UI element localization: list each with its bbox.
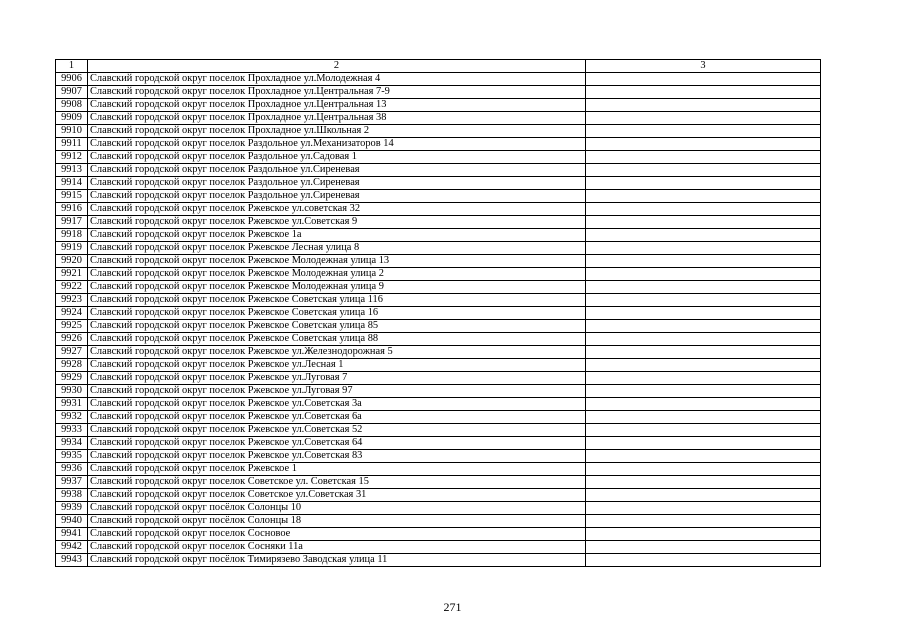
address-cell: Славский городской округ посёлок Солонцы 10 [88, 502, 586, 515]
address-cell: Славский городской округ поселок Прохладное ул.Центральная 38 [88, 112, 586, 125]
table-row [56, 489, 821, 502]
table-row [56, 515, 821, 528]
table-row [56, 255, 821, 268]
table-row [56, 502, 821, 515]
address-cell: Славский городской округ поселок Раздольное ул.Сиреневая [88, 177, 586, 190]
address-cell: Славский городской округ поселок Ржевское ул.Советская 83 [88, 450, 586, 463]
page-number: 271 [443, 600, 462, 614]
row-number-cell: 9928 [56, 359, 88, 372]
row-number-cell: 9922 [56, 281, 88, 294]
address-cell: Славский городской округ поселок Ржевское ул.советская 32 [88, 203, 586, 216]
table-row [56, 528, 821, 541]
row-number-cell: 9925 [56, 320, 88, 333]
column-header-3: 3 [586, 60, 821, 73]
row-number-cell: 9912 [56, 151, 88, 164]
address-cell: Славский городской округ поселок Ржевское Советская улица 16 [88, 307, 586, 320]
table-row [56, 320, 821, 333]
row-number-cell: 9913 [56, 164, 88, 177]
column-3-cell [586, 424, 821, 437]
column-3-cell [586, 437, 821, 450]
address-cell: Славский городской округ поселок Прохладное ул.Молодежная 4 [88, 73, 586, 86]
column-3-cell [586, 164, 821, 177]
column-3-cell [586, 99, 821, 112]
column-3-cell [586, 489, 821, 502]
address-cell: Славский городской округ поселок Ржевское ул.Советская 52 [88, 424, 586, 437]
column-3-cell [586, 112, 821, 125]
table-row [56, 229, 821, 242]
address-cell: Славский городской округ поселок Ржевское ул.Советская 3а [88, 398, 586, 411]
address-cell: Славский городской округ поселок Прохладное ул.Школьная 2 [88, 125, 586, 138]
row-number-cell: 9921 [56, 268, 88, 281]
row-number-cell: 9915 [56, 190, 88, 203]
table-row [56, 112, 821, 125]
column-3-cell [586, 203, 821, 216]
column-3-cell [586, 372, 821, 385]
table-row [56, 151, 821, 164]
address-cell: Славский городской округ посёлок Тимирязево Заводская улица 11 [88, 554, 586, 567]
column-3-cell [586, 151, 821, 164]
table-row [56, 333, 821, 346]
table-row [56, 385, 821, 398]
row-number-cell: 9929 [56, 372, 88, 385]
address-cell: Славский городской округ поселок Сосняки 11а [88, 541, 586, 554]
column-3-cell [586, 281, 821, 294]
row-number-cell: 9937 [56, 476, 88, 489]
row-number-cell: 9919 [56, 242, 88, 255]
row-number-cell: 9938 [56, 489, 88, 502]
address-cell: Славский городской округ поселок Ржевское 1 [88, 463, 586, 476]
table-row [56, 554, 821, 567]
address-cell: Славский городской округ поселок Раздольное ул.Сиреневая [88, 164, 586, 177]
column-3-cell [586, 138, 821, 151]
column-3-cell [586, 463, 821, 476]
address-cell: Славский городской округ поселок Ржевское Лесная улица 8 [88, 242, 586, 255]
row-number-cell: 9914 [56, 177, 88, 190]
row-number-cell: 9910 [56, 125, 88, 138]
column-3-cell [586, 398, 821, 411]
table-row [56, 86, 821, 99]
column-3-cell [586, 73, 821, 86]
row-number-cell: 9940 [56, 515, 88, 528]
row-number-cell: 9926 [56, 333, 88, 346]
address-cell: Славский городской округ посёлок Солонцы 18 [88, 515, 586, 528]
table-row [56, 307, 821, 320]
column-3-cell [586, 229, 821, 242]
table-row [56, 73, 821, 86]
row-number-cell: 9931 [56, 398, 88, 411]
address-cell: Славский городской округ поселок Ржевское Советская улица 88 [88, 333, 586, 346]
address-cell: Славский городской округ поселок Ржевское Советская улица 85 [88, 320, 586, 333]
table-row [56, 164, 821, 177]
column-3-cell [586, 190, 821, 203]
table-row [56, 463, 821, 476]
table-row [56, 411, 821, 424]
column-3-cell [586, 528, 821, 541]
table-row [56, 190, 821, 203]
row-number-cell: 9923 [56, 294, 88, 307]
column-3-cell [586, 450, 821, 463]
column-3-cell [586, 294, 821, 307]
address-cell: Славский городской округ поселок Ржевское ул.Советская 6а [88, 411, 586, 424]
address-cell: Славский городской округ поселок Раздольное ул.Садовая 1 [88, 151, 586, 164]
row-number-cell: 9916 [56, 203, 88, 216]
table-row [56, 268, 821, 281]
table-header-row [56, 60, 821, 73]
address-cell: Славский городской округ поселок Ржевское 1а [88, 229, 586, 242]
column-header-2: 2 [88, 60, 586, 73]
column-3-cell [586, 216, 821, 229]
row-number-cell: 9906 [56, 73, 88, 86]
column-3-cell [586, 554, 821, 567]
row-number-cell: 9908 [56, 99, 88, 112]
row-number-cell: 9932 [56, 411, 88, 424]
address-cell: Славский городской округ поселок Ржевское Советская улица 116 [88, 294, 586, 307]
table-row [56, 541, 821, 554]
column-header-1: 1 [56, 60, 88, 73]
table-row [56, 476, 821, 489]
table-row [56, 398, 821, 411]
row-number-cell: 9907 [56, 86, 88, 99]
address-cell: Славский городской округ поселок Советское ул.Советская 31 [88, 489, 586, 502]
column-3-cell [586, 541, 821, 554]
table-row [56, 346, 821, 359]
row-number-cell: 9911 [56, 138, 88, 151]
row-number-cell: 9918 [56, 229, 88, 242]
column-3-cell [586, 177, 821, 190]
row-number-cell: 9909 [56, 112, 88, 125]
table-row [56, 177, 821, 190]
column-3-cell [586, 359, 821, 372]
row-number-cell: 9927 [56, 346, 88, 359]
table-row [56, 359, 821, 372]
address-cell: Славский городской округ поселок Ржевское Молодежная улица 2 [88, 268, 586, 281]
row-number-cell: 9935 [56, 450, 88, 463]
row-number-cell: 9934 [56, 437, 88, 450]
address-cell: Славский городской округ поселок Ржевское Молодежная улица 9 [88, 281, 586, 294]
address-cell: Славский городской округ поселок Раздольное ул.Механизаторов 14 [88, 138, 586, 151]
row-number-cell: 9930 [56, 385, 88, 398]
column-3-cell [586, 255, 821, 268]
address-cell: Славский городской округ поселок Прохладное ул.Центральная 7-9 [88, 86, 586, 99]
table-row [56, 203, 821, 216]
column-3-cell [586, 346, 821, 359]
table-row [56, 294, 821, 307]
row-number-cell: 9936 [56, 463, 88, 476]
row-number-cell: 9943 [56, 554, 88, 567]
column-3-cell [586, 333, 821, 346]
row-number-cell: 9920 [56, 255, 88, 268]
address-cell: Славский городской округ поселок Ржевское ул.Советская 64 [88, 437, 586, 450]
column-3-cell [586, 125, 821, 138]
column-3-cell [586, 385, 821, 398]
address-cell: Славский городской округ поселок Раздольное ул.Сиреневая [88, 190, 586, 203]
address-cell: Славский городской округ поселок Ржевское ул.Луговая 97 [88, 385, 586, 398]
table-row [56, 216, 821, 229]
table-row [56, 138, 821, 151]
address-cell: Славский городской округ поселок Ржевское ул.Железнодорожная 5 [88, 346, 586, 359]
column-3-cell [586, 268, 821, 281]
address-cell: Славский городской округ поселок Ржевское ул.Луговая 7 [88, 372, 586, 385]
table-row [56, 437, 821, 450]
column-3-cell [586, 242, 821, 255]
address-cell: Славский городской округ поселок Ржевское Молодежная улица 13 [88, 255, 586, 268]
table-row [56, 125, 821, 138]
row-number-cell: 9939 [56, 502, 88, 515]
column-3-cell [586, 86, 821, 99]
column-3-cell [586, 515, 821, 528]
column-3-cell [586, 320, 821, 333]
column-3-cell [586, 307, 821, 320]
row-number-cell: 9924 [56, 307, 88, 320]
row-number-cell: 9933 [56, 424, 88, 437]
address-cell: Славский городской округ поселок Советское ул. Советская 15 [88, 476, 586, 489]
table-row [56, 281, 821, 294]
table-row [56, 424, 821, 437]
row-number-cell: 9917 [56, 216, 88, 229]
column-3-cell [586, 411, 821, 424]
address-table [55, 59, 821, 567]
address-cell: Славский городской округ поселок Ржевское ул.Советская 9 [88, 216, 586, 229]
table-row [56, 372, 821, 385]
address-cell: Славский городской округ поселок Прохладное ул.Центральная 13 [88, 99, 586, 112]
row-number-cell: 9941 [56, 528, 88, 541]
table-row [56, 99, 821, 112]
column-3-cell [586, 502, 821, 515]
address-cell: Славский городской округ поселок Ржевское ул.Лесная 1 [88, 359, 586, 372]
column-3-cell [586, 476, 821, 489]
table-row [56, 450, 821, 463]
address-cell: Славский городской округ поселок Сосновое [88, 528, 586, 541]
address-table-body [56, 60, 821, 567]
table-row [56, 242, 821, 255]
row-number-cell: 9942 [56, 541, 88, 554]
